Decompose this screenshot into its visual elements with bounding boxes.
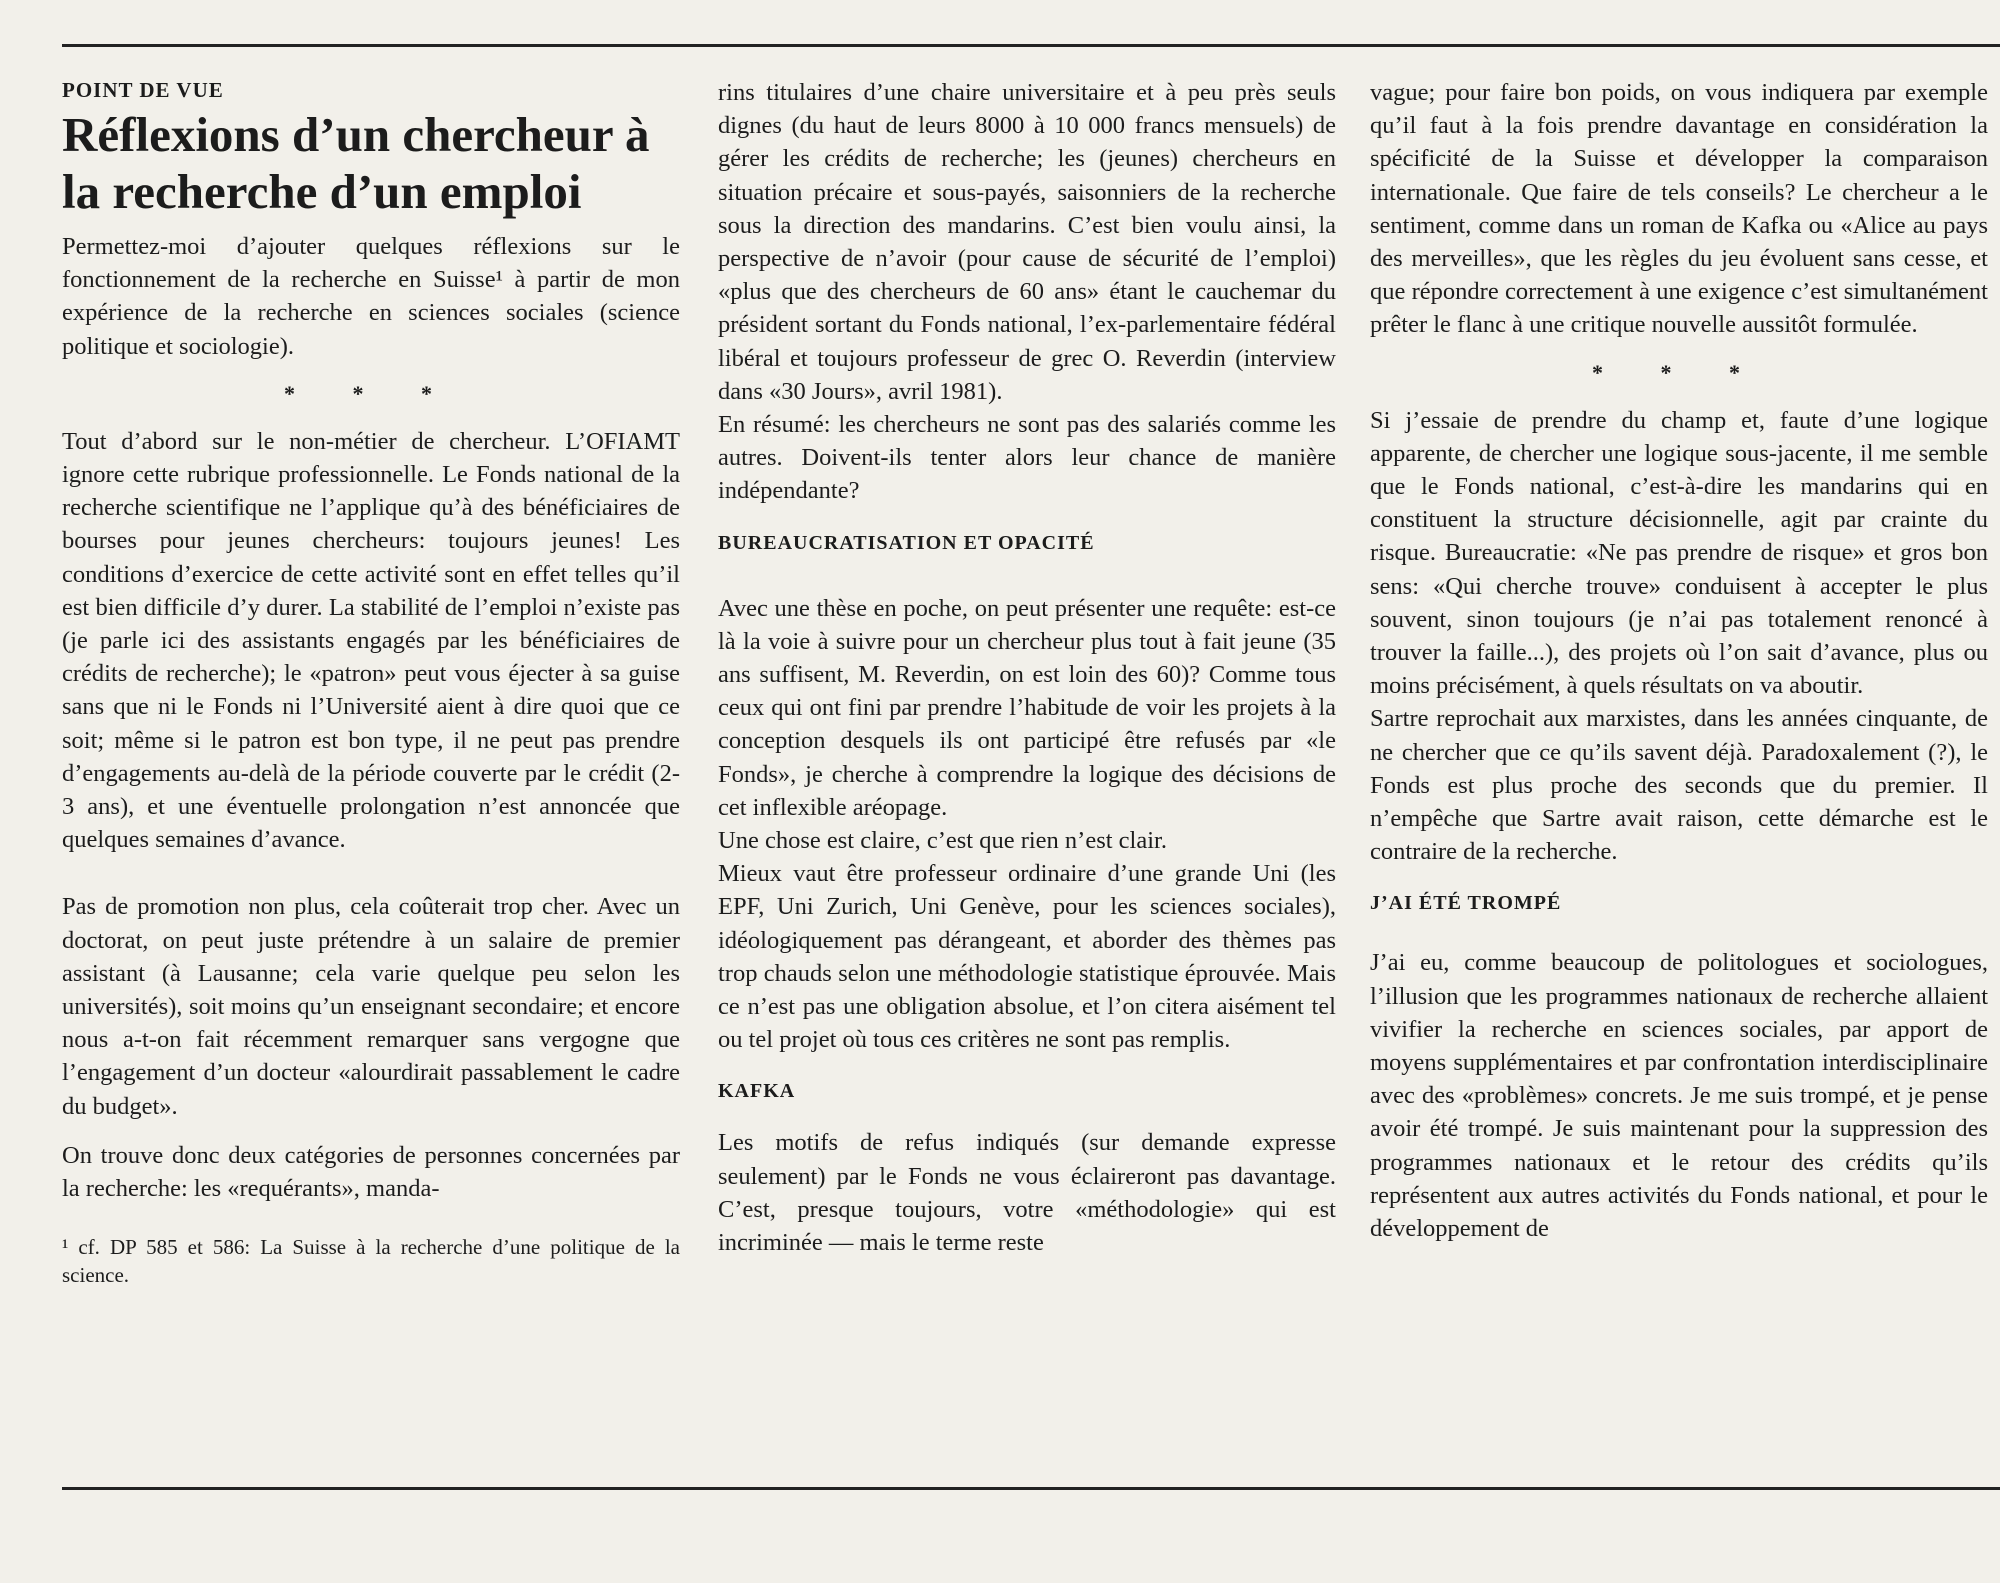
subheading: KAFKA [718, 1080, 796, 1103]
paragraph: Sartre reprochait aux marxistes, dans les années cinquante, de ne chercher que ce qu’ils savent déjà. Paradoxalement (?), le Fonds est plus proche des seconds que du premier. Il n’empêche que Sartre avait raison, cette démarche est le contraire de la recherche. [1370, 705, 1988, 866]
paragraph: J’ai eu, comme beaucoup de politologues et sociologues, l’illusion que les programmes nationaux de recherche allaient vivifier la recherche en sciences sociales, par apport de moyens supplémentaires et par confrontation interdisciplinaire avec des «problèmes» concrets. Je me suis trompé, et je pense avoir été trompé. Je suis maintenant pour la suppression des programmes nationaux et le retour des crédits qu’ils représentent aux autres activités du Fonds national, et pour le développement de [1370, 949, 1988, 1243]
paragraph: En résumé: les chercheurs ne sont pas des salariés comme les autres. Doivent-ils tenter alors leur chance de manière indépendante? [718, 411, 1336, 505]
subheading: BUREAUCRATISATION ET OPACITÉ [718, 531, 1095, 554]
section-separator: * * * [284, 380, 458, 406]
section-separator: * * * [1592, 359, 1766, 385]
column-1 [62, 76, 680, 1289]
top-rule [62, 44, 2000, 47]
paragraph: Avec une thèse en poche, on peut présenter une requête: est-ce là la voie à suivre pour un chercheur plus tout à fait jeune (35 ans suffisent, M. Reverdin, on est loin des 60)? Comme tous ceux qui ont fini par prendre l’habitude de voir les projets à la conception desquels ils ont participé être refusés par «le Fonds», je cherche à comprendre la logique des décisions de cet inflexible aréopage. [718, 594, 1336, 821]
paragraph: rins titulaires d’une chaire universitaire et à peu près seuls dignes (du haut de leurs 8000 à 10 000 francs mensuels) de gérer les crédits de recherche; les (jeunes) chercheurs en situation précaire et sous-payés, saisonniers de la recherche sous la direction des mandarins. C’est bien voulu ainsi, la perspective de n’avoir (pour cause de sécurité de l’emploi) «plus que des chercheurs de 60 ans» étant le cauchemar du président sortant du Fonds national, l’ex-parlementaire fédéral libéral et toujours professeur de grec O. Reverdin (interview dans «30 Jours», avril 1981). [718, 79, 1336, 405]
paragraph: Si j’essaie de prendre du champ et, faute d’une logique apparente, de chercher une logique sous-jacente, il me semble que le Fonds national, c’est-à-dire les mandarins qui en constituent la structure décisionnelle, agit par crainte du risque. Bureaucratie: «Ne pas prendre de risque» et gros bon sens: «Qui cherche trouve» conduisent à accepter le plus souvent, sinon toujours (je n’ai pas totalement renoncé à trouver la faille...), des projets où l’on sait d’avance, plus ou moins précisément, à quels résultats on va aboutir. [1370, 406, 1988, 700]
paragraph: Une chose est claire, c’est que rien n’est clair. [718, 827, 1167, 855]
column-3 [1370, 76, 1988, 1245]
intro-paragraph: Permettez-moi d’ajouter quelques réflexions sur le fonctionnement de la recherche en Suisse¹ à partir de mon expérience de la recherche en sciences sociales (science politique et sociologie). [62, 233, 680, 360]
paragraph: On trouve donc deux catégories de personnes concernées par la recherche: les «requérants», manda- [62, 1141, 680, 1203]
section-kicker: POINT DE VUE [62, 78, 224, 102]
paragraph: Mieux vaut être professeur ordinaire d’une grande Uni (les EPF, Uni Zurich, Uni Genève, pour les sciences sociales), idéologiquement pas dérangeant, et aborder des thèmes pas trop chauds selon une méthodologie statistique éprouvée. Mais ce n’est pas une obligation absolue, et l’on citera aisément tel ou tel projet où tous ces critères ne sont pas remplis. [718, 860, 1336, 1054]
subheading: J’AI ÉTÉ TROMPÉ [1370, 892, 1562, 915]
paragraph: vague; pour faire bon poids, on vous indiquera par exemple qu’il faut à la fois prendre davantage en considération la spécificité de la Suisse et développer la comparaison internationale. Que faire de tels conseils? Le chercheur a le sentiment, comme dans un roman de Kafka ou «Alice au pays des merveilles», que les règles du jeu évoluent sans cesse, et que répondre correctement à une exigence c’est simultanément prêter le flanc à une critique nouvelle aussitôt formulée. [1370, 79, 1988, 339]
bottom-rule [62, 1487, 2000, 1490]
article-title: Réflexions d’un chercheur à la recherche d’un emploi [62, 107, 650, 219]
footnote: ¹ cf. DP 585 et 586: La Suisse à la recherche d’une politique de la science. [62, 1235, 680, 1288]
paragraph: Pas de promotion non plus, cela coûterait trop cher. Avec un doctorat, on peut juste prétendre à un salaire de premier assistant (à Lausanne; cela varie quelque peu selon les universités), soit moins qu’un enseignant secondaire; et encore nous a-t-on fait récemment remarquer sans vergogne que l’engagement d’un docteur «alourdirait passablement le cadre du budget». [62, 893, 680, 1120]
paragraph: Tout d’abord sur le non-métier de chercheur. L’OFIAMT ignore cette rubrique professionnelle. Le Fonds national de la recherche scientifique ne l’applique qu’à des bénéficiaires de bourses pour jeunes chercheurs: toujours jeunes! Les conditions d’exercice de cette activité sont en effet telles qu’il est bien difficile d’y durer. La stabilité de l’emploi n’existe pas (je parle ici des assistants engagés par les bénéficiaires de crédits de recherche); le «patron» peut vous éjecter à sa guise sans que ni le Fonds ni l’Université aient à dire quoi que ce soit; même si le patron est bon type, il ne peut pas prendre d’engagements au-delà de la période couverte par le crédit (2-3 ans), et une éventuelle prolongation n’est annoncée que quelques semaines d’avance. [62, 427, 680, 854]
paragraph: Les motifs de refus indiqués (sur demande expresse seulement) par le Fonds ne vous éclaireront pas davantage. C’est, presque toujours, votre «méthodologie» qui est incriminée — mais le terme reste [718, 1129, 1336, 1257]
column-2 [718, 76, 1336, 1259]
